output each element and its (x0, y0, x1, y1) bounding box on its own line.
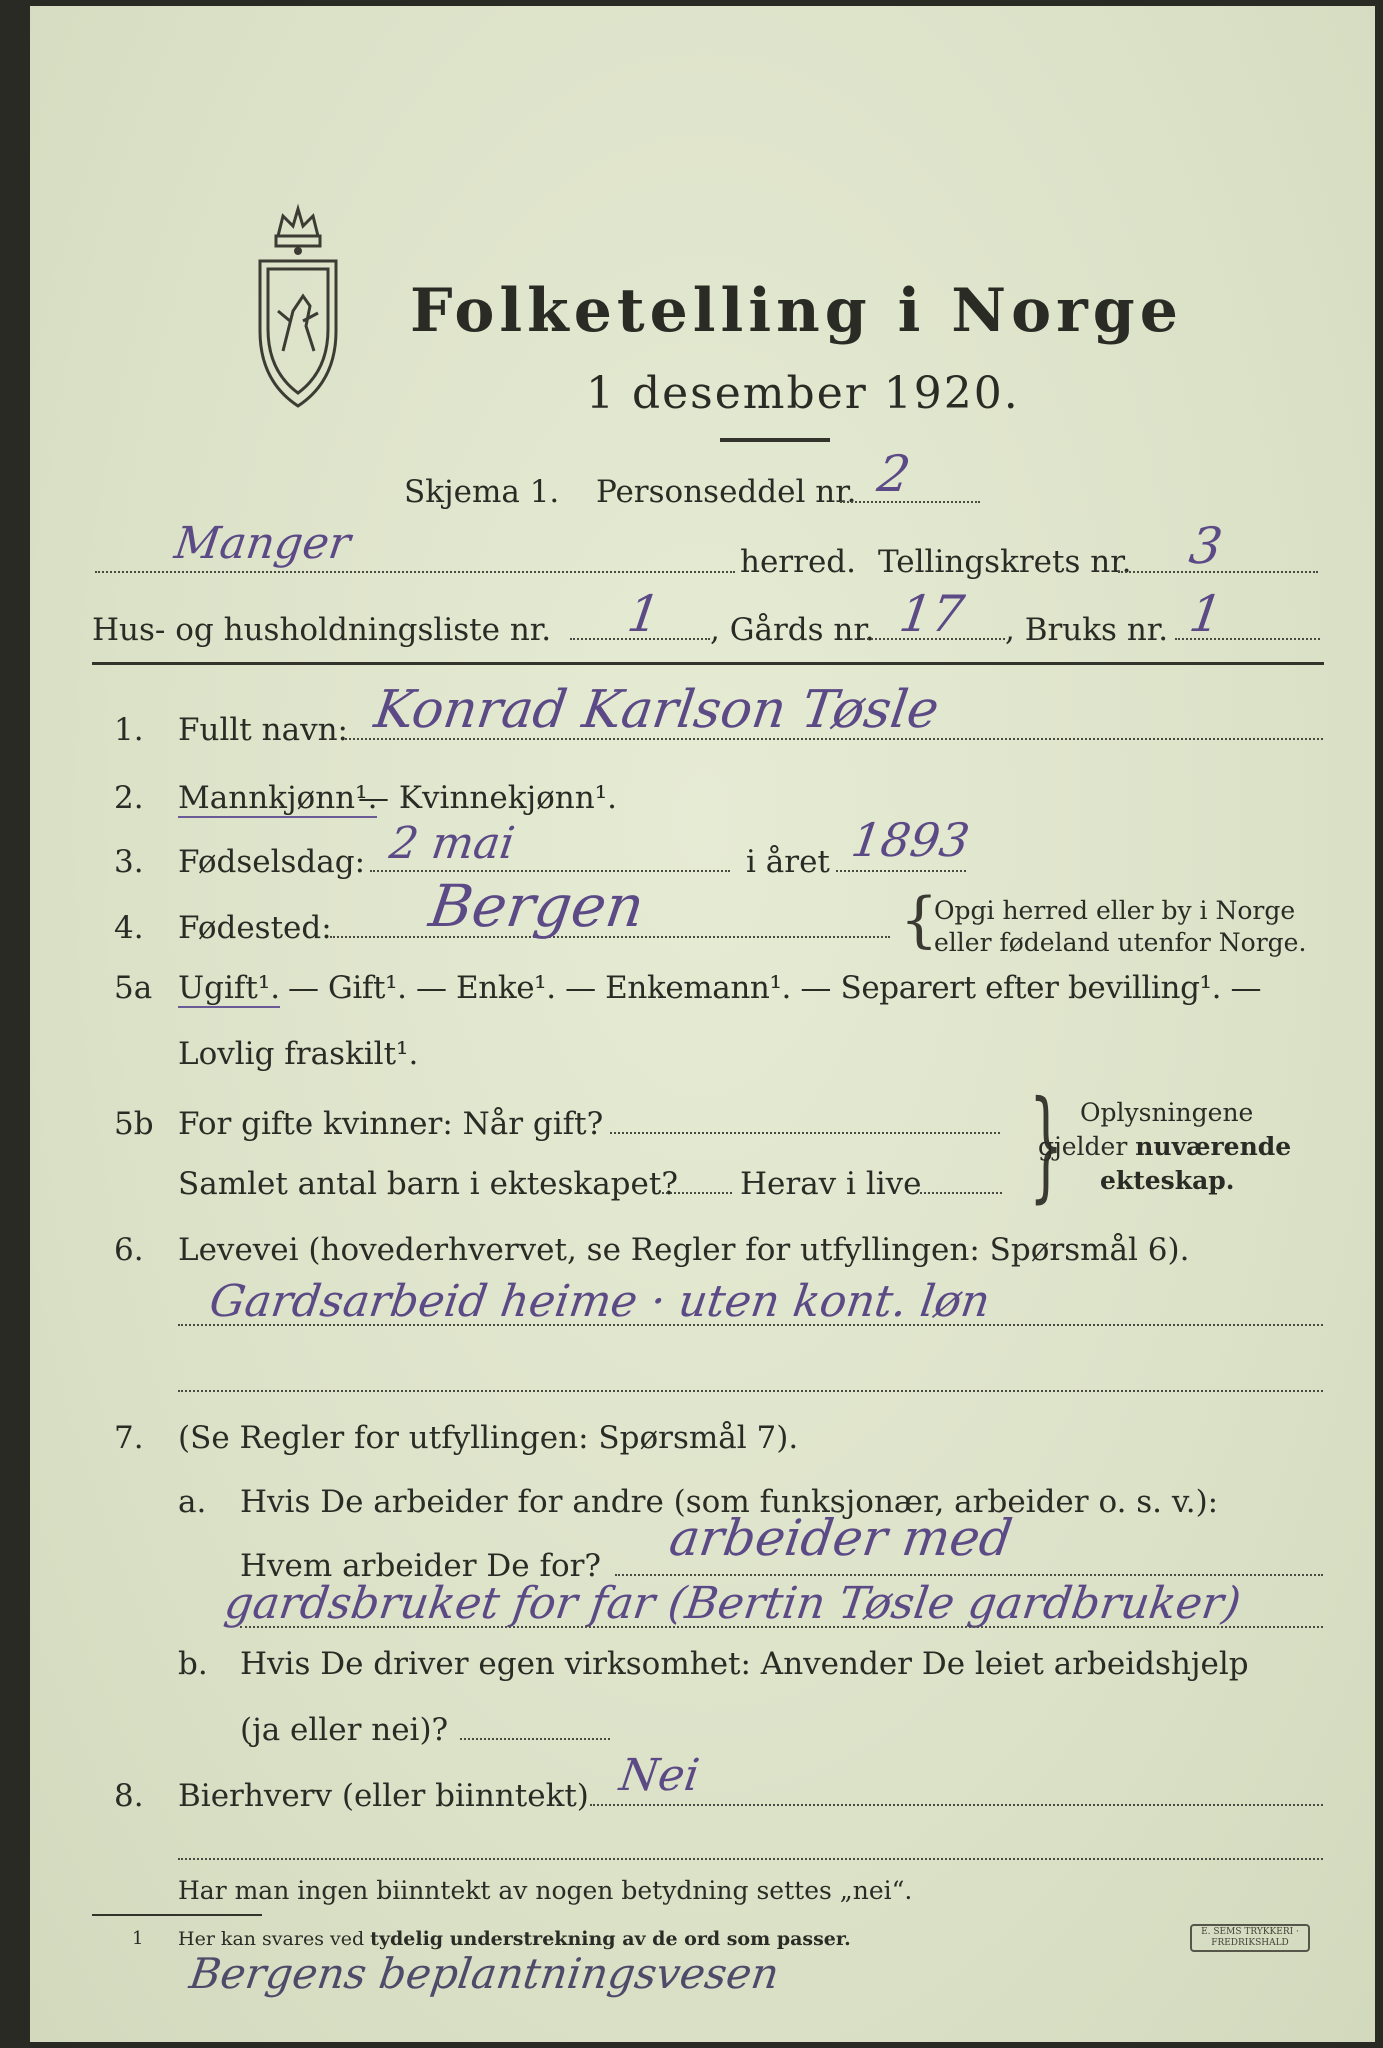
q5b-note-line3: ekteskap. (1100, 1166, 1235, 1195)
form-title: Folketelling i Norge (410, 276, 1183, 346)
q3-year-label: i året (746, 844, 830, 880)
q7-number: 7. (114, 1420, 144, 1456)
q4-note-line2: eller fødeland utenfor Norge. (934, 928, 1307, 957)
q7a-question: Hvem arbeider De for? (240, 1548, 602, 1584)
q2-number: 2. (114, 780, 144, 816)
q6-label: Levevei (hovederhvervet, se Regler for utfyllingen: Spørsmål 6). (178, 1232, 1190, 1268)
personseddel-value: 2 (873, 445, 914, 503)
q7a-text: Hvis De arbeider for andre (som funksjonær, arbeider o. s. v.): (240, 1484, 1219, 1520)
q2-options: — Kvinnekjønn¹. (358, 780, 617, 816)
q7b-question: (ja eller nei)? (240, 1712, 449, 1748)
q3-birthday-value: 2 mai (386, 818, 518, 869)
q7-label: (Se Regler for utfyllingen: Spørsmål 7). (178, 1420, 799, 1456)
q6-occupation-value: Gardsarbeid heime · uten kont. løn (206, 1276, 994, 1327)
tellingskrets-value: 3 (1185, 517, 1226, 575)
q5b-note-line1: Oplysningene (1080, 1098, 1254, 1127)
form-date: 1 desember 1920. (586, 368, 1020, 419)
q3-year-value: 1893 (848, 813, 973, 867)
q5b-line2: Samlet antal barn i ekteskapet? (178, 1166, 678, 1202)
q1-number: 1. (114, 712, 144, 748)
q5a-ugift-underlined: Ugift¹. (178, 970, 281, 1006)
q7b-text: Hvis De driver egen virksomhet: Anvender De leiet arbeidshjelp (240, 1646, 1249, 1682)
q3-label: Fødselsdag: (178, 844, 366, 880)
skjema-label: Skjema 1. (404, 474, 560, 510)
q7a-value-line1: arbeider med (665, 1509, 1016, 1567)
q3-number: 3. (114, 844, 144, 880)
q5a-number: 5a (114, 970, 153, 1006)
personseddel-label: Personseddel nr. (596, 474, 857, 510)
q4-label: Fødested: (178, 910, 332, 946)
q5b-note-line2: gjelder nuværende (1038, 1132, 1292, 1161)
title-divider (720, 438, 830, 442)
printer-stamp: E. SEMS TRYKKERI · FREDRIKSHALD (1190, 1924, 1310, 1952)
footnote-number: 1 (132, 1928, 144, 1949)
q2-male-underlined: Mannkjønn¹. (178, 780, 378, 816)
header-rule (92, 662, 1324, 665)
q4-number: 4. (114, 910, 144, 946)
gards-value: 17 (895, 585, 968, 643)
gards-label: , Gårds nr. (710, 612, 875, 648)
q8-value: Nei (616, 1750, 703, 1801)
herred-value: Manger (171, 518, 354, 569)
q1-full-name-value: Konrad Karlson Tøsle (370, 680, 943, 740)
q7b-letter: b. (178, 1646, 208, 1682)
tellingskrets-label: Tellingskrets nr. (878, 544, 1132, 580)
q8-number: 8. (114, 1778, 144, 1814)
q5b-number: 5b (114, 1106, 154, 1142)
q4-birthplace-value: Bergen (425, 872, 649, 940)
bruks-label: , Bruks nr. (1005, 612, 1169, 648)
q7a-letter: a. (178, 1484, 207, 1520)
q5a-line2: Lovlig fraskilt¹. (178, 1036, 419, 1072)
footnote-text: Her kan svares ved tydelig understrekning av de ord som passer. (178, 1928, 851, 1950)
census-form (30, 6, 1375, 2042)
q1-label: Fullt navn: (178, 712, 348, 748)
herred-label: herred. (740, 544, 856, 580)
footer-note: Har man ingen biinntekt av nogen betydning settes „nei“. (178, 1876, 913, 1905)
footnote-rule (92, 1914, 262, 1916)
bruks-value: 1 (1185, 585, 1226, 643)
q5b-line1: For gifte kvinner: Når gift? (178, 1106, 604, 1142)
norway-coat-of-arms-icon (248, 201, 348, 411)
q4-brace: { (900, 885, 939, 955)
q6-number: 6. (114, 1232, 144, 1268)
hus-value: 1 (623, 585, 664, 643)
q7a-value-line2: gardsbruket for far (Bertin Tøsle gardbruker) (221, 1578, 1244, 1629)
q5b-brace: } (1028, 1076, 1064, 1215)
q4-note-line1: Opgi herred eller by i Norge (934, 896, 1296, 925)
q8-label: Bierhverv (eller biinntekt) (178, 1778, 589, 1814)
hus-label: Hus- og husholdningsliste nr. (92, 612, 552, 648)
bottom-handwritten-note: Bergens beplantningsvesen (186, 1949, 783, 1998)
q5a-options: — Gift¹. — Enke¹. — Enkemann¹. — Separert efter bevilling¹. — (288, 970, 1262, 1006)
q5b-herav: Herav i live (740, 1166, 922, 1202)
